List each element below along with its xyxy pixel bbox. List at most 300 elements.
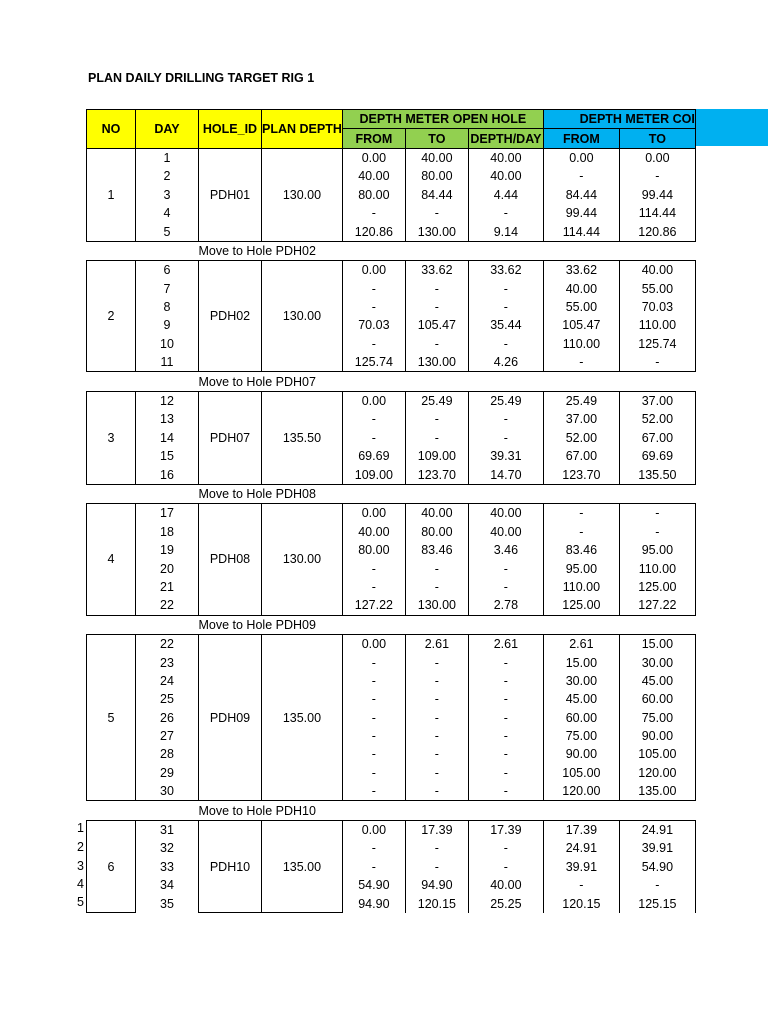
header-open-hole: DEPTH METER OPEN HOLE bbox=[342, 110, 543, 129]
core-from-cell: 60.00 bbox=[543, 709, 619, 727]
day-cell: 11 bbox=[136, 353, 199, 372]
no-cell: 4 bbox=[87, 504, 136, 615]
move-to-hole-label: Move to Hole PDH02 bbox=[199, 241, 696, 260]
open-depth-day-cell: 4.44 bbox=[468, 186, 543, 204]
move-row bbox=[87, 615, 696, 634]
open-depth-day-cell: - bbox=[468, 204, 543, 222]
open-to-cell: - bbox=[405, 335, 468, 353]
plan-depth-cell: 130.00 bbox=[262, 261, 343, 372]
header-hole-id: HOLE_ID bbox=[199, 110, 262, 149]
open-depth-day-cell: 39.31 bbox=[468, 447, 543, 465]
day-cell: 33 bbox=[136, 858, 199, 876]
table-row bbox=[87, 764, 696, 782]
day-cell: 1 bbox=[136, 148, 199, 167]
open-from-cell: - bbox=[342, 410, 405, 428]
core-from-cell: 110.00 bbox=[543, 335, 619, 353]
day-cell: 16 bbox=[136, 465, 199, 484]
open-to-cell: - bbox=[405, 410, 468, 428]
open-to-cell: 84.44 bbox=[405, 186, 468, 204]
plan-depth-cell: 135.00 bbox=[262, 820, 343, 912]
table-row bbox=[87, 204, 696, 222]
core-to-cell: 125.74 bbox=[619, 335, 695, 353]
open-depth-day-cell: 33.62 bbox=[468, 261, 543, 280]
open-to-cell: - bbox=[405, 429, 468, 447]
header-open-depth-day: DEPTH/DAY bbox=[468, 129, 543, 148]
open-from-cell: 40.00 bbox=[342, 167, 405, 185]
open-depth-day-cell: - bbox=[468, 429, 543, 447]
core-from-cell: 24.91 bbox=[543, 839, 619, 857]
open-depth-day-cell: - bbox=[468, 727, 543, 745]
core-to-cell: 24.91 bbox=[619, 820, 695, 839]
day-cell: 22 bbox=[136, 634, 199, 653]
hole-id-cell: PDH08 bbox=[199, 504, 262, 615]
day-cell: 3 bbox=[136, 186, 199, 204]
core-from-cell: 67.00 bbox=[543, 447, 619, 465]
open-to-cell: 94.90 bbox=[405, 876, 468, 894]
header-open-from: FROM bbox=[342, 129, 405, 148]
core-to-cell: 67.00 bbox=[619, 429, 695, 447]
day-cell: 4 bbox=[136, 204, 199, 222]
core-from-cell: 95.00 bbox=[543, 559, 619, 577]
day-cell: 30 bbox=[136, 782, 199, 801]
table-row bbox=[87, 167, 696, 185]
move-row bbox=[87, 484, 696, 503]
day-cell: 35 bbox=[136, 894, 199, 912]
table-row bbox=[87, 690, 696, 708]
open-depth-day-cell: - bbox=[468, 672, 543, 690]
open-from-cell: - bbox=[342, 690, 405, 708]
core-to-cell: 45.00 bbox=[619, 672, 695, 690]
core-from-cell: 75.00 bbox=[543, 727, 619, 745]
open-depth-day-cell: - bbox=[468, 559, 543, 577]
plan-depth-cell: 130.00 bbox=[262, 148, 343, 241]
no-cell: 2 bbox=[87, 261, 136, 372]
core-to-cell: - bbox=[619, 523, 695, 541]
open-from-cell: 125.74 bbox=[342, 353, 405, 372]
day-cell: 5 bbox=[136, 222, 199, 241]
core-from-cell: 15.00 bbox=[543, 653, 619, 671]
open-to-cell: - bbox=[405, 578, 468, 596]
core-from-cell: 40.00 bbox=[543, 280, 619, 298]
day-cell: 12 bbox=[136, 391, 199, 410]
header-no: NO bbox=[87, 110, 136, 149]
open-depth-day-cell: - bbox=[468, 745, 543, 763]
day-cell: 31 bbox=[136, 820, 199, 839]
core-from-cell: 120.15 bbox=[543, 894, 619, 912]
core-from-cell: - bbox=[543, 353, 619, 372]
table-row bbox=[87, 391, 696, 410]
core-from-cell: - bbox=[543, 167, 619, 185]
open-from-cell: - bbox=[342, 709, 405, 727]
page-title: PLAN DAILY DRILLING TARGET RIG 1 bbox=[88, 71, 315, 85]
move-row bbox=[87, 372, 696, 391]
table-row bbox=[87, 839, 696, 857]
day-cell: 26 bbox=[136, 709, 199, 727]
header-core-from: FROM bbox=[543, 129, 619, 148]
open-depth-day-cell: 2.78 bbox=[468, 596, 543, 615]
core-to-cell: 110.00 bbox=[619, 559, 695, 577]
day-cell: 7 bbox=[136, 280, 199, 298]
day-cell: 27 bbox=[136, 727, 199, 745]
table-row bbox=[87, 727, 696, 745]
core-from-cell: 105.00 bbox=[543, 764, 619, 782]
hole-id-cell: PDH10 bbox=[199, 820, 262, 912]
day-cell: 28 bbox=[136, 745, 199, 763]
table-row bbox=[87, 261, 696, 280]
core-from-cell: 52.00 bbox=[543, 429, 619, 447]
open-from-cell: - bbox=[342, 782, 405, 801]
open-depth-day-cell: - bbox=[468, 280, 543, 298]
core-to-cell: 52.00 bbox=[619, 410, 695, 428]
core-from-cell: 55.00 bbox=[543, 298, 619, 316]
header-open-to: TO bbox=[405, 129, 468, 148]
open-to-cell: 80.00 bbox=[405, 167, 468, 185]
drilling-table bbox=[86, 109, 696, 913]
open-depth-day-cell: - bbox=[468, 690, 543, 708]
core-to-cell: 120.00 bbox=[619, 764, 695, 782]
core-from-cell: 33.62 bbox=[543, 261, 619, 280]
open-to-cell: 25.49 bbox=[405, 391, 468, 410]
core-to-cell: 69.69 bbox=[619, 447, 695, 465]
table-row bbox=[87, 186, 696, 204]
hole-id-cell: PDH01 bbox=[199, 148, 262, 241]
open-from-cell: - bbox=[342, 727, 405, 745]
row-number: 3 bbox=[77, 858, 84, 873]
day-cell: 21 bbox=[136, 578, 199, 596]
table-row bbox=[87, 222, 696, 241]
day-cell: 9 bbox=[136, 316, 199, 334]
core-to-cell: 15.00 bbox=[619, 634, 695, 653]
table-row bbox=[87, 280, 696, 298]
core-from-cell: - bbox=[543, 876, 619, 894]
move-spacer bbox=[87, 484, 199, 503]
open-from-cell: - bbox=[342, 672, 405, 690]
move-spacer bbox=[87, 801, 199, 820]
open-from-cell: - bbox=[342, 764, 405, 782]
table-row bbox=[87, 782, 696, 801]
core-from-cell: 90.00 bbox=[543, 745, 619, 763]
core-to-cell: - bbox=[619, 167, 695, 185]
day-cell: 14 bbox=[136, 429, 199, 447]
move-to-hole-label: Move to Hole PDH08 bbox=[199, 484, 696, 503]
core-from-cell: 30.00 bbox=[543, 672, 619, 690]
open-to-cell: - bbox=[405, 858, 468, 876]
open-depth-day-cell: - bbox=[468, 578, 543, 596]
open-from-cell: 94.90 bbox=[342, 894, 405, 912]
day-cell: 8 bbox=[136, 298, 199, 316]
plan-depth-cell: 130.00 bbox=[262, 504, 343, 615]
open-from-cell: 120.86 bbox=[342, 222, 405, 241]
open-depth-day-cell: 40.00 bbox=[468, 523, 543, 541]
table-row bbox=[87, 335, 696, 353]
plan-depth-cell: 135.00 bbox=[262, 634, 343, 801]
open-from-cell: 0.00 bbox=[342, 391, 405, 410]
core-to-cell: - bbox=[619, 504, 695, 523]
open-to-cell: 33.62 bbox=[405, 261, 468, 280]
open-depth-day-cell: 9.14 bbox=[468, 222, 543, 241]
table-row bbox=[87, 858, 696, 876]
day-cell: 32 bbox=[136, 839, 199, 857]
core-to-cell: - bbox=[619, 353, 695, 372]
header-core: DEPTH METER COI bbox=[543, 110, 695, 129]
open-from-cell: 69.69 bbox=[342, 447, 405, 465]
day-cell: 18 bbox=[136, 523, 199, 541]
core-to-cell: 60.00 bbox=[619, 690, 695, 708]
open-to-cell: 2.61 bbox=[405, 634, 468, 653]
open-depth-day-cell: 14.70 bbox=[468, 465, 543, 484]
core-to-cell: 99.44 bbox=[619, 186, 695, 204]
table-row bbox=[87, 894, 696, 912]
move-row bbox=[87, 241, 696, 260]
core-from-cell: 0.00 bbox=[543, 148, 619, 167]
open-to-cell: - bbox=[405, 298, 468, 316]
open-to-cell: - bbox=[405, 745, 468, 763]
move-spacer bbox=[87, 372, 199, 391]
open-depth-day-cell: - bbox=[468, 653, 543, 671]
open-depth-day-cell: - bbox=[468, 410, 543, 428]
open-depth-day-cell: 3.46 bbox=[468, 541, 543, 559]
table-row bbox=[87, 653, 696, 671]
core-to-cell: 30.00 bbox=[619, 653, 695, 671]
day-cell: 17 bbox=[136, 504, 199, 523]
move-to-hole-label: Move to Hole PDH10 bbox=[199, 801, 696, 820]
core-from-cell: 2.61 bbox=[543, 634, 619, 653]
open-depth-day-cell: - bbox=[468, 782, 543, 801]
header-core-to: TO bbox=[619, 129, 695, 148]
core-to-cell: 90.00 bbox=[619, 727, 695, 745]
open-to-cell: - bbox=[405, 782, 468, 801]
core-to-cell: 40.00 bbox=[619, 261, 695, 280]
open-depth-day-cell: - bbox=[468, 764, 543, 782]
table-row bbox=[87, 876, 696, 894]
core-from-cell: - bbox=[543, 504, 619, 523]
day-cell: 34 bbox=[136, 876, 199, 894]
open-depth-day-cell: 40.00 bbox=[468, 876, 543, 894]
open-depth-day-cell: 40.00 bbox=[468, 167, 543, 185]
core-from-cell: 17.39 bbox=[543, 820, 619, 839]
open-from-cell: 127.22 bbox=[342, 596, 405, 615]
hole-id-cell: PDH09 bbox=[199, 634, 262, 801]
open-to-cell: - bbox=[405, 690, 468, 708]
open-to-cell: 130.00 bbox=[405, 353, 468, 372]
open-to-cell: 130.00 bbox=[405, 596, 468, 615]
open-to-cell: 105.47 bbox=[405, 316, 468, 334]
core-to-cell: 70.03 bbox=[619, 298, 695, 316]
open-from-cell: 80.00 bbox=[342, 186, 405, 204]
core-to-cell: 54.90 bbox=[619, 858, 695, 876]
open-to-cell: - bbox=[405, 709, 468, 727]
core-to-cell: 127.22 bbox=[619, 596, 695, 615]
day-cell: 22 bbox=[136, 596, 199, 615]
open-to-cell: 40.00 bbox=[405, 148, 468, 167]
table-row bbox=[87, 298, 696, 316]
open-to-cell: 109.00 bbox=[405, 447, 468, 465]
core-from-cell: 123.70 bbox=[543, 465, 619, 484]
open-from-cell: 70.03 bbox=[342, 316, 405, 334]
open-depth-day-cell: 25.25 bbox=[468, 894, 543, 912]
table-row bbox=[87, 465, 696, 484]
open-to-cell: 130.00 bbox=[405, 222, 468, 241]
move-to-hole-label: Move to Hole PDH07 bbox=[199, 372, 696, 391]
open-depth-day-cell: 17.39 bbox=[468, 820, 543, 839]
core-from-cell: 39.91 bbox=[543, 858, 619, 876]
open-to-cell: 123.70 bbox=[405, 465, 468, 484]
open-from-cell: - bbox=[342, 745, 405, 763]
day-cell: 19 bbox=[136, 541, 199, 559]
core-from-cell: 37.00 bbox=[543, 410, 619, 428]
core-from-cell: 25.49 bbox=[543, 391, 619, 410]
move-row bbox=[87, 801, 696, 820]
open-to-cell: - bbox=[405, 839, 468, 857]
core-to-cell: 125.15 bbox=[619, 894, 695, 912]
day-cell: 23 bbox=[136, 653, 199, 671]
core-to-cell: 0.00 bbox=[619, 148, 695, 167]
row-number: 5 bbox=[77, 895, 84, 910]
table-row bbox=[87, 447, 696, 465]
core-to-cell: 114.44 bbox=[619, 204, 695, 222]
open-from-cell: - bbox=[342, 559, 405, 577]
row-number: 4 bbox=[77, 877, 84, 892]
core-to-cell: 135.50 bbox=[619, 465, 695, 484]
no-cell: 3 bbox=[87, 391, 136, 484]
day-cell: 24 bbox=[136, 672, 199, 690]
day-cell: 29 bbox=[136, 764, 199, 782]
core-from-cell: 83.46 bbox=[543, 541, 619, 559]
open-depth-day-cell: 35.44 bbox=[468, 316, 543, 334]
table-row bbox=[87, 410, 696, 428]
open-from-cell: - bbox=[342, 204, 405, 222]
core-to-cell: 110.00 bbox=[619, 316, 695, 334]
table-row bbox=[87, 672, 696, 690]
open-from-cell: 0.00 bbox=[342, 820, 405, 839]
table-row bbox=[87, 820, 696, 839]
open-to-cell: 17.39 bbox=[405, 820, 468, 839]
core-from-cell: 120.00 bbox=[543, 782, 619, 801]
core-to-cell: 105.00 bbox=[619, 745, 695, 763]
table-row bbox=[87, 559, 696, 577]
open-to-cell: - bbox=[405, 204, 468, 222]
open-to-cell: - bbox=[405, 672, 468, 690]
core-to-cell: 75.00 bbox=[619, 709, 695, 727]
open-to-cell: - bbox=[405, 653, 468, 671]
open-to-cell: - bbox=[405, 727, 468, 745]
day-cell: 6 bbox=[136, 261, 199, 280]
row-number: 1 bbox=[77, 821, 84, 836]
core-from-cell: - bbox=[543, 523, 619, 541]
hole-id-cell: PDH02 bbox=[199, 261, 262, 372]
core-to-cell: 55.00 bbox=[619, 280, 695, 298]
table-row bbox=[87, 316, 696, 334]
table-row bbox=[87, 745, 696, 763]
open-depth-day-cell: 2.61 bbox=[468, 634, 543, 653]
day-cell: 13 bbox=[136, 410, 199, 428]
open-depth-day-cell: - bbox=[468, 335, 543, 353]
table-row bbox=[87, 709, 696, 727]
open-from-cell: 109.00 bbox=[342, 465, 405, 484]
open-from-cell: - bbox=[342, 578, 405, 596]
day-cell: 2 bbox=[136, 167, 199, 185]
core-to-cell: 120.86 bbox=[619, 222, 695, 241]
open-depth-day-cell: - bbox=[468, 858, 543, 876]
core-from-cell: 125.00 bbox=[543, 596, 619, 615]
open-to-cell: 83.46 bbox=[405, 541, 468, 559]
open-depth-day-cell: 40.00 bbox=[468, 504, 543, 523]
open-depth-day-cell: - bbox=[468, 709, 543, 727]
header-blue-extension bbox=[696, 109, 768, 146]
open-from-cell: - bbox=[342, 429, 405, 447]
open-to-cell: - bbox=[405, 280, 468, 298]
table-row bbox=[87, 148, 696, 167]
day-cell: 15 bbox=[136, 447, 199, 465]
open-depth-day-cell: 4.26 bbox=[468, 353, 543, 372]
header-plan-depth: PLAN DEPTH bbox=[262, 110, 343, 149]
table-row bbox=[87, 634, 696, 653]
open-from-cell: 40.00 bbox=[342, 523, 405, 541]
table-row bbox=[87, 578, 696, 596]
drilling-target-sheet bbox=[86, 109, 696, 913]
no-cell: 5 bbox=[87, 634, 136, 801]
open-to-cell: - bbox=[405, 559, 468, 577]
row-number: 2 bbox=[77, 840, 84, 855]
core-to-cell: 125.00 bbox=[619, 578, 695, 596]
core-to-cell: 95.00 bbox=[619, 541, 695, 559]
day-cell: 10 bbox=[136, 335, 199, 353]
core-from-cell: 99.44 bbox=[543, 204, 619, 222]
open-from-cell: 0.00 bbox=[342, 261, 405, 280]
table-row bbox=[87, 504, 696, 523]
no-cell: 6 bbox=[87, 820, 136, 912]
open-from-cell: 0.00 bbox=[342, 148, 405, 167]
core-to-cell: 135.00 bbox=[619, 782, 695, 801]
plan-depth-cell: 135.50 bbox=[262, 391, 343, 484]
open-from-cell: 0.00 bbox=[342, 634, 405, 653]
table-row bbox=[87, 353, 696, 372]
core-to-cell: 39.91 bbox=[619, 839, 695, 857]
core-from-cell: 45.00 bbox=[543, 690, 619, 708]
open-to-cell: 120.15 bbox=[405, 894, 468, 912]
open-depth-day-cell: 25.49 bbox=[468, 391, 543, 410]
core-to-cell: 37.00 bbox=[619, 391, 695, 410]
open-from-cell: 54.90 bbox=[342, 876, 405, 894]
core-to-cell: - bbox=[619, 876, 695, 894]
table-row bbox=[87, 541, 696, 559]
core-from-cell: 110.00 bbox=[543, 578, 619, 596]
open-from-cell: 0.00 bbox=[342, 504, 405, 523]
open-to-cell: - bbox=[405, 764, 468, 782]
open-depth-day-cell: - bbox=[468, 298, 543, 316]
day-cell: 20 bbox=[136, 559, 199, 577]
open-depth-day-cell: - bbox=[468, 839, 543, 857]
open-from-cell: - bbox=[342, 335, 405, 353]
table-row bbox=[87, 523, 696, 541]
hole-id-cell: PDH07 bbox=[199, 391, 262, 484]
open-to-cell: 40.00 bbox=[405, 504, 468, 523]
open-from-cell: - bbox=[342, 839, 405, 857]
day-cell: 25 bbox=[136, 690, 199, 708]
open-from-cell: - bbox=[342, 298, 405, 316]
open-from-cell: - bbox=[342, 653, 405, 671]
core-from-cell: 84.44 bbox=[543, 186, 619, 204]
open-to-cell: 80.00 bbox=[405, 523, 468, 541]
core-from-cell: 105.47 bbox=[543, 316, 619, 334]
core-from-cell: 114.44 bbox=[543, 222, 619, 241]
open-from-cell: 80.00 bbox=[342, 541, 405, 559]
table-row bbox=[87, 429, 696, 447]
move-spacer bbox=[87, 615, 199, 634]
table-row bbox=[87, 596, 696, 615]
header-day: DAY bbox=[136, 110, 199, 149]
move-spacer bbox=[87, 241, 199, 260]
